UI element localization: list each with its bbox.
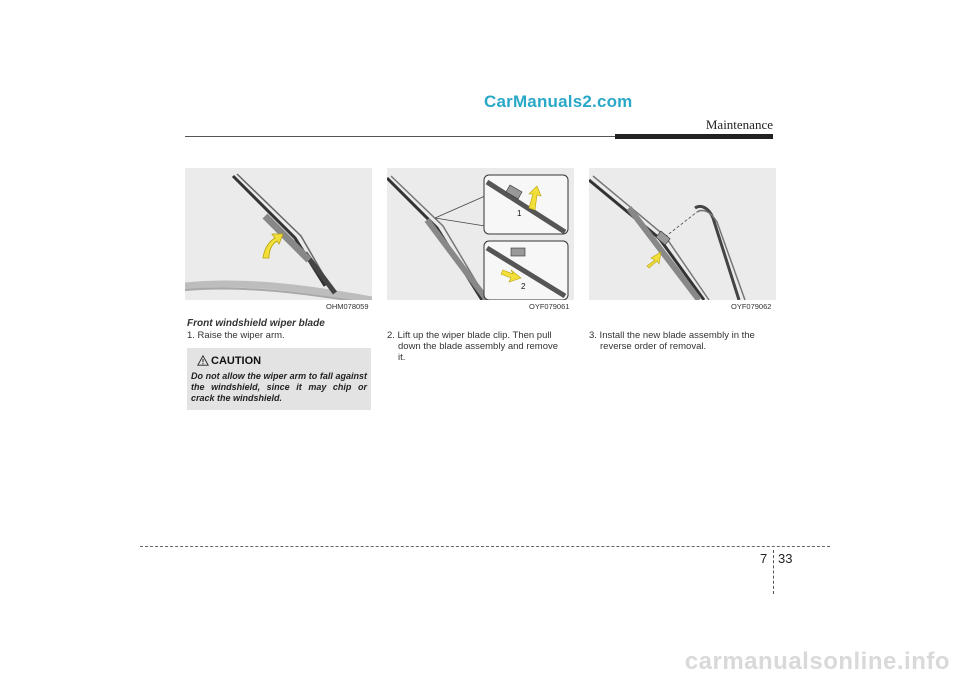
step-3: [589, 330, 775, 352]
caution-text: Do not allow the wiper arm to fall against the windshield, since it may chip or crack the windshield.: [191, 371, 367, 403]
step-2-line-2: down the blade assembly and remove: [398, 341, 559, 352]
footer-rule: [140, 546, 830, 547]
callout-2: 2: [521, 282, 526, 291]
raise-arrow-icon: [263, 234, 283, 258]
blade-clip-illustration: [387, 168, 574, 300]
blade-install-illustration: [589, 168, 776, 300]
watermark-carmanualsonline: carmanualsonline.info: [684, 648, 950, 675]
step-2: [387, 330, 573, 363]
wiper-arm-illustration: [185, 168, 372, 300]
step-1-text: 1. Raise the wiper arm.: [187, 330, 285, 341]
header-rule: [185, 136, 615, 137]
figure-raise-wiper-arm: [185, 168, 372, 300]
warning-triangle-icon: [197, 355, 209, 366]
figure-code: OYF079061: [529, 302, 570, 311]
caution-title: CAUTION: [211, 355, 262, 367]
page-chapter: 7: [760, 551, 768, 566]
figure-code: OHM078059: [326, 302, 369, 311]
figure-remove-blade: [387, 168, 574, 300]
header-rule-accent: [615, 134, 773, 139]
install-arrow-icon: [647, 252, 661, 268]
step-2-line-3: it.: [398, 352, 406, 363]
section-title: Maintenance: [705, 117, 773, 132]
step-3-line-1: 3. Install the new blade assembly in the: [589, 330, 755, 341]
page-number: 33: [778, 551, 793, 566]
figure-code: OYF079062: [731, 302, 772, 311]
caption-title: Front windshield wiper blade: [187, 318, 325, 329]
step-1: [187, 330, 371, 341]
step-2-line-1: 2. Lift up the wiper blade clip. Then pull: [387, 330, 552, 341]
step-3-line-2: reverse order of removal.: [600, 341, 707, 352]
page-divider: [773, 550, 774, 594]
figure-install-blade: [589, 168, 776, 300]
callout-1: 1: [517, 209, 522, 218]
watermark-carmanuals2: CarManuals2.com: [484, 92, 633, 111]
